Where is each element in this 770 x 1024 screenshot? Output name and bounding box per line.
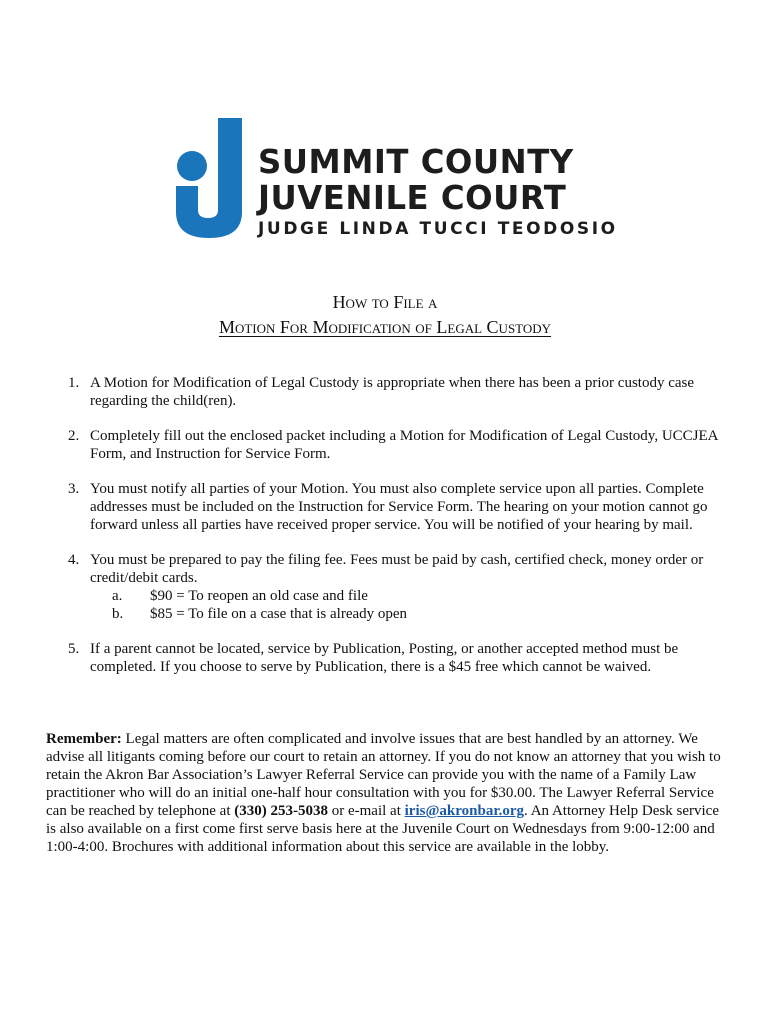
step-number: 2. <box>68 428 80 444</box>
fee-text: $90 = To reopen an old case and file <box>150 588 368 604</box>
remember-text: Legal matters are often complicated and involve issues that are best handled by an attorney. We advise all litigants coming before our court to retain an attorney. If you do not know an attorney that you wish to retain the Akron Bar Association’s Lawyer Referral Service can provide you with the name of a Family Law practitioner who will do an initial one-half hour consultation with you for $30.00. The Lawyer Referral Service can be reached by telephone at <box>46 731 721 819</box>
remember-paragraph <box>46 730 726 856</box>
step-text: A Motion for Modification of Legal Custody is appropriate when there has been a prior custody case regarding the child(ren). <box>90 375 695 409</box>
remember-text: or e-mail at <box>327 803 405 819</box>
logo-dot <box>177 151 207 181</box>
logo-wordmark <box>258 144 618 240</box>
court-logo-mark <box>176 118 256 240</box>
fee-letter: a. <box>112 588 123 604</box>
remember-label: Remember: <box>46 731 122 747</box>
step-number: 5. <box>68 641 80 657</box>
court-logo <box>176 118 618 240</box>
step-text: You must notify all parties of your Motion. You must also complete service upon all parties. Complete addresses must be included on the Instruction for Service Form. The hearing on your motion cannot go forward unless all parties have received proper service. You will be notified of your hearing by mail. <box>90 481 708 533</box>
fee-item <box>90 587 726 605</box>
phone-number: (330) 253-5038 <box>234 803 328 819</box>
instruction-steps <box>46 374 726 693</box>
step-number: 1. <box>68 375 80 391</box>
fee-list <box>90 587 726 623</box>
logo-line-1: SUMMIT COUNTY <box>258 142 574 181</box>
step-item <box>46 480 726 534</box>
title-line-2: Motion For Modification of Legal Custody <box>218 317 552 337</box>
email-link[interactable]: iris@akronbar.org <box>404 803 525 819</box>
step-item <box>46 427 726 463</box>
step-item <box>46 640 726 676</box>
logo-line-3: JUDGE LINDA TUCCI TEODOSIO <box>258 219 618 239</box>
step-item <box>46 374 726 410</box>
step-number: 3. <box>68 481 80 497</box>
step-text: If a parent cannot be located, service by Publication, Posting, or another accepted method must be completed. If you choose to serve by Publication, there is a $45 free which cannot be waived. <box>90 641 679 675</box>
fee-text: $85 = To file on a case that is already open <box>150 606 408 622</box>
step-item <box>46 551 726 623</box>
title-line-1: How to File a <box>332 292 438 312</box>
fee-letter: b. <box>112 606 124 622</box>
step-text: You must be prepared to pay the filing fee. Fees must be paid by cash, certified check, money order or credit/debit cards. <box>90 552 704 586</box>
fee-item <box>90 605 726 623</box>
document-title <box>0 290 770 340</box>
logo-line-2: JUVENILE COURT <box>258 178 567 217</box>
step-text: Completely fill out the enclosed packet including a Motion for Modification of Legal Custody, UCCJEA Form, and Instruction for Service Form. <box>90 428 718 462</box>
remember-text: . An Attorney Help Desk service is also available on a first come first serve basis here at the Juvenile Court on Wednesdays from 9:00-12:00 and 1:00-4:00. Brochures with additional information about this service are available in the lobby. <box>46 803 719 855</box>
step-number: 4. <box>68 552 80 568</box>
